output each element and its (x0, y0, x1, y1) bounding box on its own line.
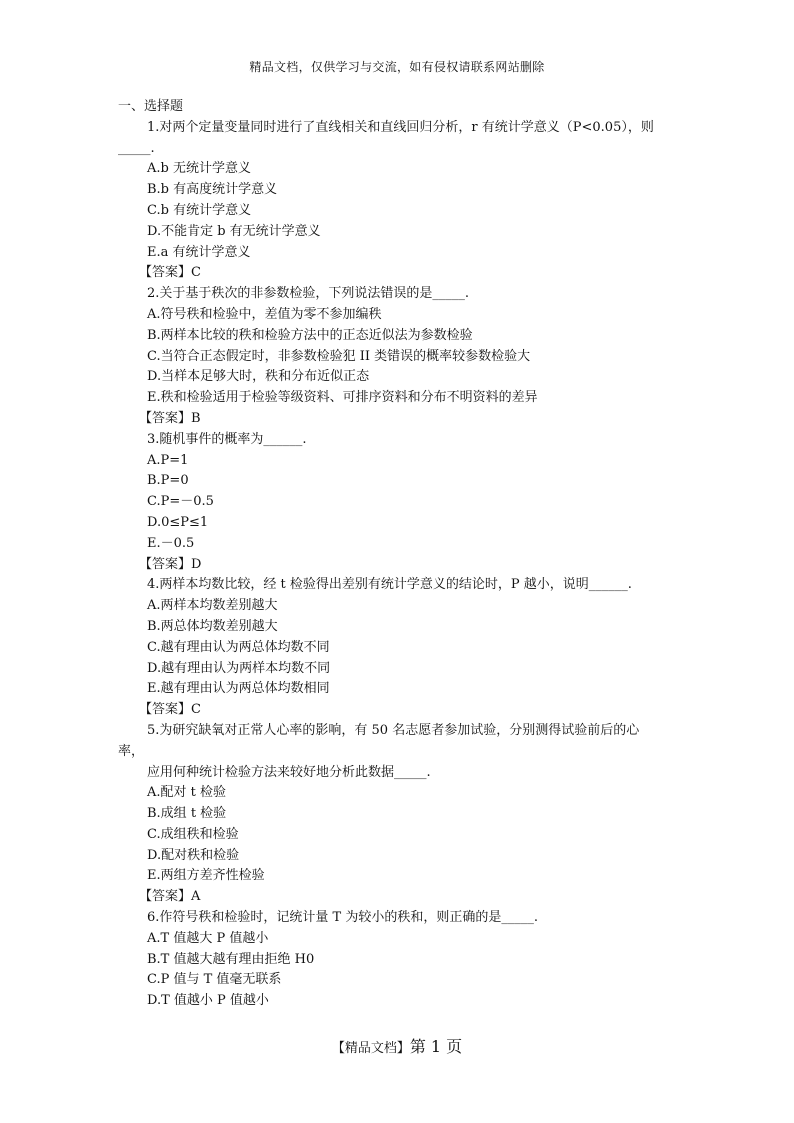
question-1-answer: 【答案】C (139, 265, 201, 281)
question-1-option-c: C.b 有统计学意义 (147, 202, 252, 218)
question-1-option-e: E.a 有统计学意义 (147, 244, 251, 260)
question-5-answer: 【答案】A (139, 889, 201, 905)
question-2-stem: 2.关于基于秩次的非参数检验，下列说法错误的是_____. (147, 286, 470, 302)
question-3-option-e: E.－0.5 (147, 535, 195, 551)
question-1-stem: 1.对两个定量变量同时进行了直线相关和直线回归分析，r 有统计学意义（P<0.05），则 (147, 119, 654, 135)
question-5-stem: 5.为研究缺氧对正常人心率的影响，有 50 名志愿者参加试验，分别测得试验前后的心 (147, 722, 640, 738)
question-1-option-a: A.b 无统计学意义 (147, 161, 251, 177)
page-footer (0, 1034, 794, 1057)
question-4-option-d: D.越有理由认为两样本均数不同 (147, 660, 331, 676)
question-5-option-d: D.配对秩和检验 (147, 847, 240, 863)
question-2-option-a: A.符号秩和检验中，差值为零不参加编秩 (147, 306, 382, 322)
question-2-option-c: C.当符合正态假定时，非参数检验犯 II 类错误的概率较参数检验大 (147, 348, 531, 364)
question-2-answer: 【答案】B (139, 410, 201, 426)
question-6-stem: 6.作符号秩和检验时，记统计量 T 为较小的秩和，则正确的是_____. (147, 910, 538, 926)
question-4-option-b: B.两总体均数差别越大 (147, 618, 278, 634)
question-3-option-b: B.P=0 (147, 473, 189, 489)
question-1-option-b: B.b 有高度统计学意义 (147, 182, 278, 198)
question-6-option-a: A.T 值越大 P 值越小 (147, 930, 269, 946)
section-title: 一、选择题 (118, 99, 184, 114)
question-4-option-e: E.越有理由认为两总体均数相同 (147, 681, 330, 697)
question-4-option-a: A.两样本均数差别越大 (147, 598, 278, 614)
page-number: 第 1 页 (409, 1037, 463, 1056)
question-1-option-d: D.不能肯定 b 有无统计学意义 (147, 223, 321, 239)
footer-tag: 【精品文档】 (331, 1041, 410, 1056)
question-2-option-e: E.秩和检验适用于检验等级资料、可排序资料和分布不明资料的差异 (147, 390, 538, 406)
question-3-option-c: C.P=－0.5 (147, 494, 214, 510)
question-5-option-b: B.成组 t 检验 (147, 806, 227, 822)
page-header: 精品文档，仅供学习与交流，如有侵权请联系网站删除 (249, 60, 545, 74)
question-4-option-c: C.越有理由认为两总体均数不同 (147, 639, 330, 655)
question-2-option-b: B.两样本比较的秩和检验方法中的正态近似法为参数检验 (147, 327, 473, 343)
question-3-stem: 3.随机事件的概率为______. (147, 431, 307, 447)
question-3-answer: 【答案】D (139, 556, 202, 572)
question-4-answer: 【答案】C (139, 702, 201, 718)
document-body (118, 97, 678, 1012)
question-5-option-a: A.配对 t 检验 (147, 785, 227, 801)
question-5-option-e: E.两组方差齐性检验 (147, 868, 265, 884)
question-6-option-b: B.T 值越大越有理由拒绝 H0 (147, 951, 315, 967)
question-2-option-d: D.当样本足够大时，秩和分布近似正态 (147, 369, 370, 385)
question-5-stem-cont: 率， (118, 743, 145, 759)
question-3-option-a: A.P=1 (147, 452, 189, 468)
question-4-stem: 4.两样本均数比较，经 t 检验得出差别有统计学意义的结论时，P 越小，说明______. (147, 577, 632, 593)
question-3-option-d: D.0≤P≤1 (147, 514, 209, 530)
question-6-option-c: C.P 值与 T 值毫无联系 (147, 972, 282, 988)
question-5-option-c: C.成组秩和检验 (147, 826, 239, 842)
question-6-option-d: D.T 值越小 P 值越小 (147, 993, 269, 1009)
question-1-stem-cont: _____. (118, 140, 155, 156)
question-5-stem-cont2: 应用何种统计检验方法来较好地分析此数据_____. (147, 764, 431, 780)
